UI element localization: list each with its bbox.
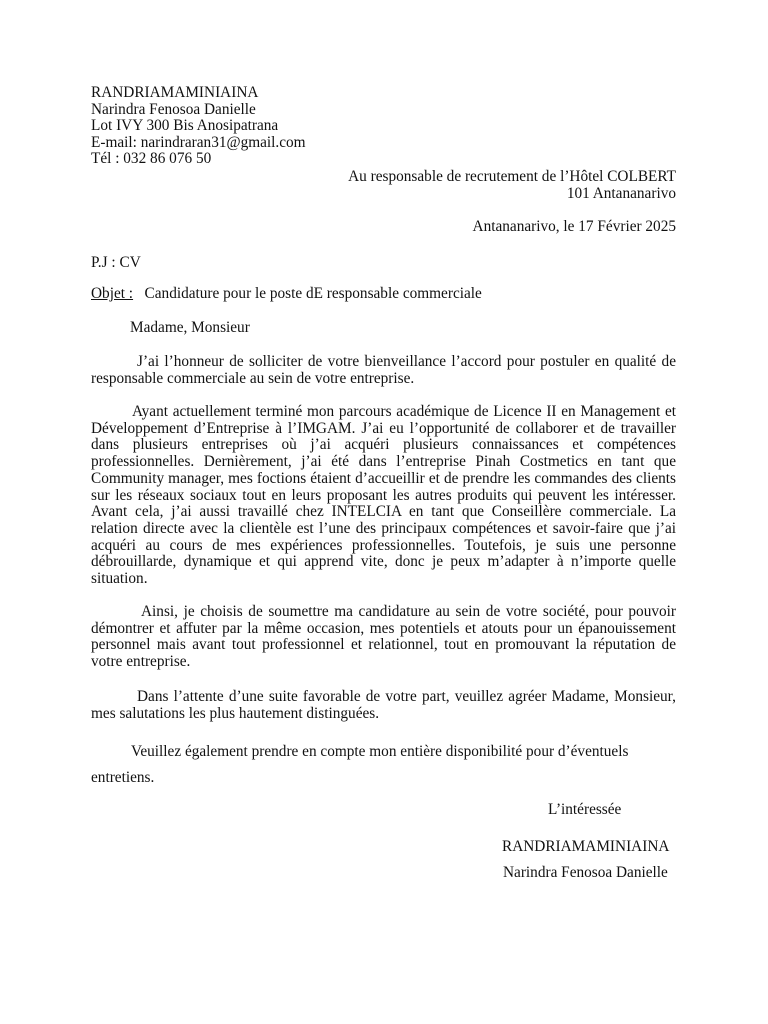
sender-given-names: Narindra Fenosoa Danielle (91, 100, 256, 118)
sender-block (91, 85, 306, 168)
signature-given-names: Narindra Fenosoa Danielle (503, 864, 668, 881)
subject-text: Candidature pour le poste dE responsable commerciale (144, 285, 482, 302)
date-line: Antananarivo, le 17 Février 2025 (472, 218, 676, 235)
body-paragraph-2: Ayant actuellement terminé mon parcours académique de Licence II en Management et Développement d’Entreprise à l’IMGAM. J’ai eu l’opportunité de collaborer et de travailler dans plusieurs entreprises où j’ai acquéri plusieurs connaissances et compétences professionnelles. Dernièrement, j’ai été dans l’entreprise Pinah Costmetics en tant que Community manager, mes foctions étaient d’accueillir et de prendre les commandes des clients sur les réseaux sociaux tout en leurs proposant les autres produits qui peuvent les intéresser. Avant cela, j’ai aussi travaillé chez INTELCIA en tant que Conseillère commerciale. La relation directe avec la clientèle est l’une des principaux compétences et savoir-faire que j’ai acquéri au cours de mes expériences professionnelles. Toutefois, je suis une personne débrouillarde, dynamique et qui apprend vite, donc je peux m’adapter à n’importe quelle situation. (91, 403, 676, 588)
salutation: Madame, Monsieur (130, 319, 250, 336)
body-paragraph-5: Veuillez également prendre en compte mon entière disponibilité pour d’éventuels entretiens. (91, 743, 629, 786)
sender-address: Lot IVY 300 Bis Anosipatrana (91, 117, 279, 135)
sender-phone: Tél : 032 86 076 50 (91, 150, 212, 168)
recipient-line-2: 101 Antananarivo (566, 184, 676, 202)
body-paragraph-4: Dans l’attente d’une suite favorable de votre part, veuillez agréer Madame, Monsieur, mes salutations les plus hautement distinguées. (91, 688, 676, 722)
subject-label: Objet : (91, 285, 134, 302)
signoff: L’intéressée (548, 801, 622, 818)
sender-email: E-mail: narindraran31@gmail.com (91, 133, 306, 151)
subject-line (91, 286, 482, 303)
body-paragraph-1: J’ai l’honneur de solliciter de votre bienveillance l’accord pour postuler en qualité de responsable commerciale au sein de votre entreprise. (91, 353, 676, 387)
signature-surname: RANDRIAMAMINIAINA (502, 838, 670, 855)
recipient-block (348, 169, 676, 202)
attachment-note: P.J : CV (91, 254, 141, 271)
recipient-line-1: Au responsable de recrutement de l’Hôtel COLBERT (348, 168, 676, 185)
sender-surname: RANDRIAMAMINIAINA (91, 84, 259, 101)
body-paragraph-3: Ainsi, je choisis de soumettre ma candidature au sein de votre société, pour pouvoir démontrer et affuter par la même occasion, mes potentiels et atouts pour un épanouissement personnel mais avant tout professionnel et relationnel, tout en promouvant la réputation de votre entreprise. (91, 603, 676, 671)
